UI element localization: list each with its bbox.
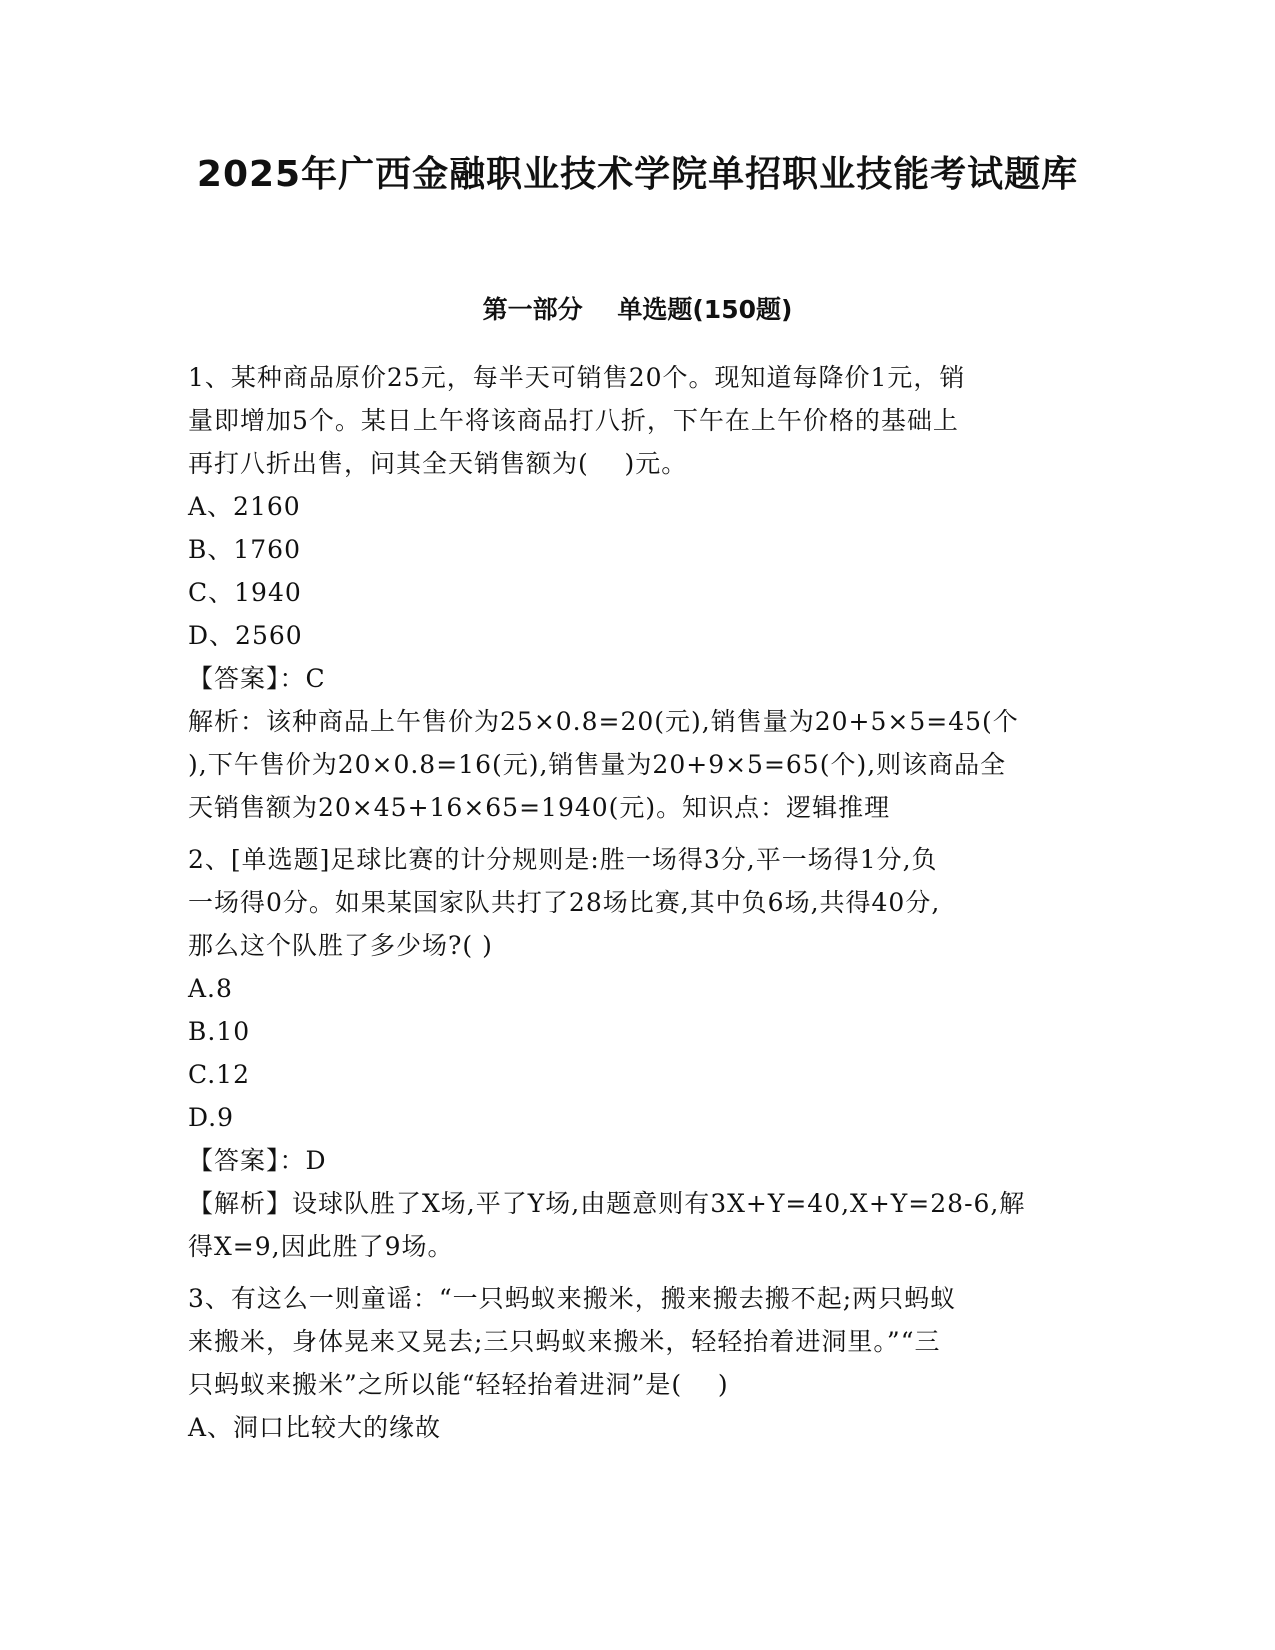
option-d: D.9 [188, 1103, 235, 1132]
explanation-line: 解析：该种商品上午售价为25×0.8=20(元),销售量为20+5×5=45(个 [188, 707, 1019, 736]
answer-line: 【答案】：D [188, 1146, 327, 1175]
option-a: A.8 [188, 974, 233, 1003]
option-d: D、2560 [188, 621, 303, 650]
question-stem-line: 只蚂蚁来搬米”之所以能“轻轻抬着进洞”是( ) [188, 1370, 729, 1399]
question-stem-line: 再打八折出售，问其全天销售额为( )元。 [188, 449, 688, 478]
option-c: C.12 [188, 1060, 250, 1089]
option-c: C、1940 [188, 578, 302, 607]
option-b: B.10 [188, 1017, 251, 1046]
question-stem-line: 来搬米，身体晃来又晃去;三只蚂蚁来搬米，轻轻抬着进洞里。”“三 [188, 1327, 941, 1356]
question-list [188, 356, 1088, 1449]
question-1 [188, 356, 1088, 829]
option-a: A、洞口比较大的缘故 [188, 1413, 442, 1442]
explanation-line: ),下午售价为20×0.8=16(元),销售量为20+9×5=65(个),则该商品全 [188, 750, 1007, 779]
explanation-line: 得X=9,因此胜了9场。 [188, 1232, 454, 1261]
explanation-line: 天销售额为20×45+16×65=1940(元)。知识点：逻辑推理 [188, 793, 891, 822]
page-title: 2025年广西金融职业技术学院单招职业技能考试题库 [196, 154, 1079, 195]
explanation-line: 【解析】设球队胜了X场,平了Y场,由题意则有3X+Y=40,X+Y=28-6,解 [188, 1189, 1026, 1218]
option-b: B、1760 [188, 535, 301, 564]
question-stem-line: 1、某种商品原价25元，每半天可销售20个。现知道每降价1元，销 [188, 363, 966, 392]
question-2 [188, 838, 1088, 1268]
question-stem-line: 2、[单选题]足球比赛的计分规则是:胜一场得3分,平一场得1分,负 [188, 845, 938, 874]
question-stem-line: 量即增加5个。某日上午将该商品打八折，下午在上午价格的基础上 [188, 406, 959, 435]
question-stem-line: 3、有这么一则童谣：“一只蚂蚁来搬米，搬来搬去搬不起;两只蚂蚁 [188, 1284, 957, 1313]
question-stem-line: 那么这个队胜了多少场?( ) [188, 931, 493, 960]
section-title: 第一部分 单选题(150题) [482, 295, 793, 324]
question-stem-line: 一场得0分。如果某国家队共打了28场比赛,其中负6场,共得40分, [188, 888, 941, 917]
option-a: A、2160 [188, 492, 301, 521]
answer-line: 【答案】：C [188, 664, 326, 693]
question-3 [188, 1277, 1088, 1449]
